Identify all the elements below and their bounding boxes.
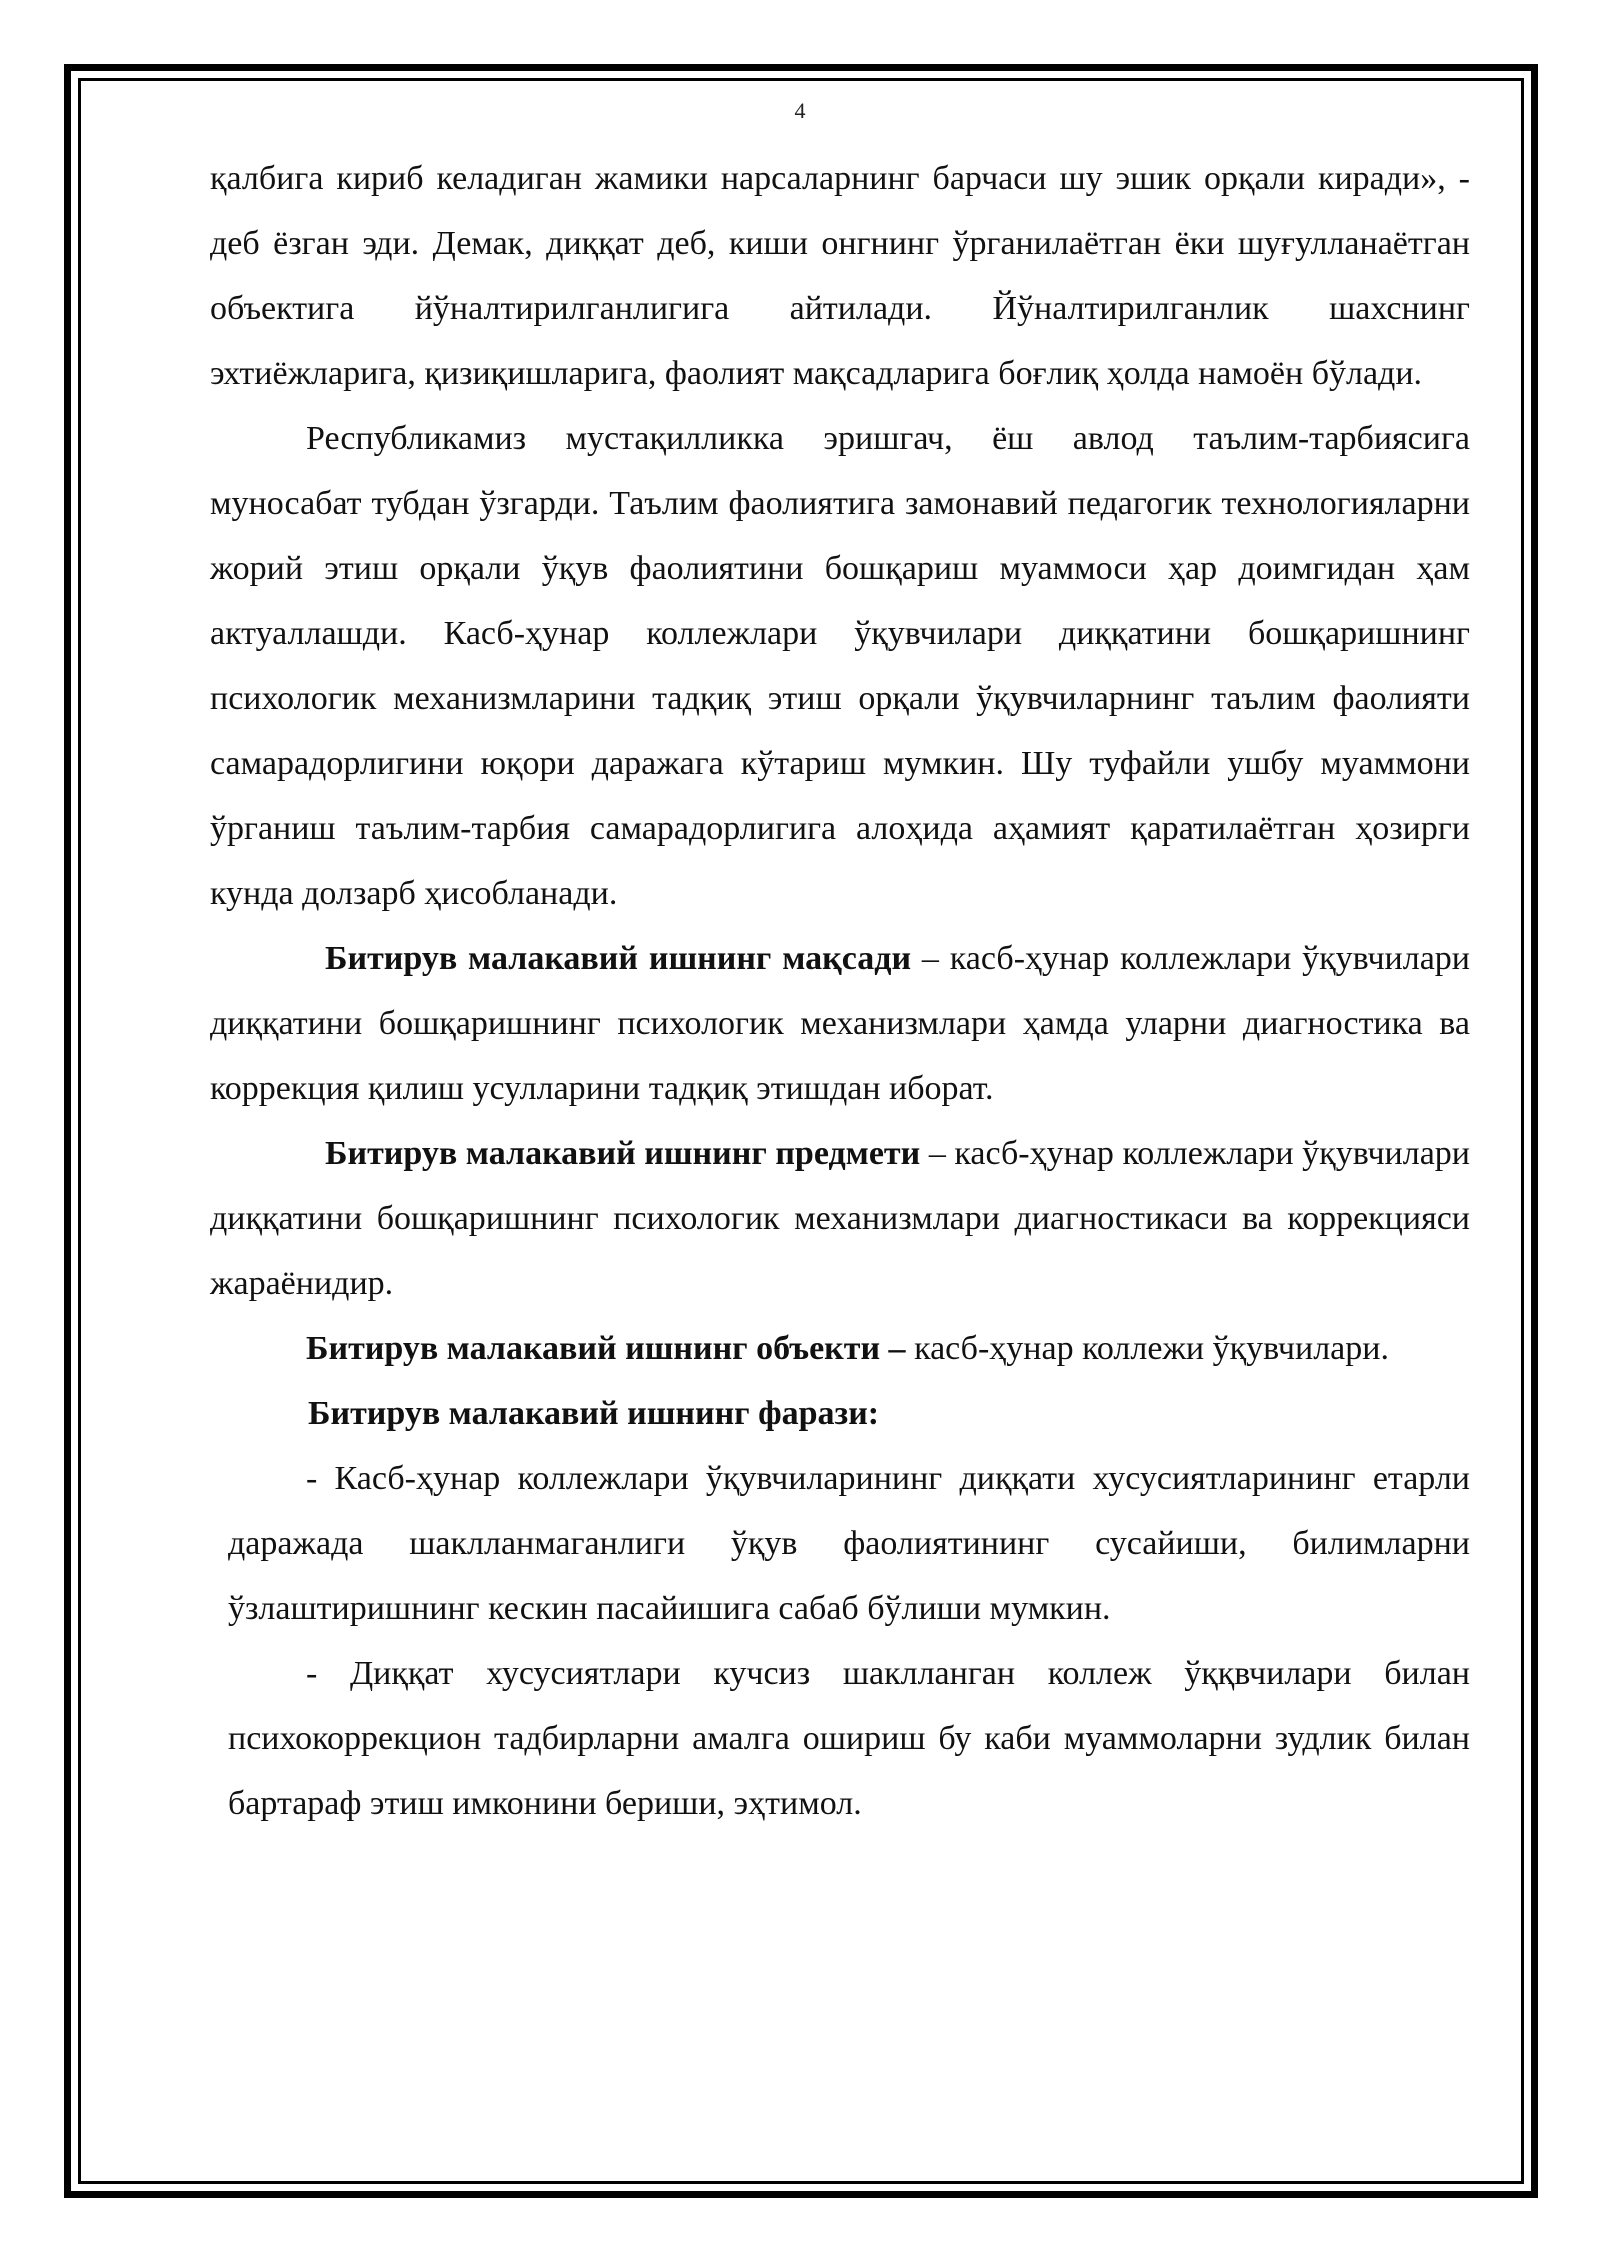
subject-text: – касб-ҳунар коллежлари ўқувчилари диққатини бошқаришнинг психологик механизмлари диагностикаси ва коррекцияси жараёнидир.	[210, 1135, 1471, 1302]
body-text	[210, 146, 1470, 1836]
hypothesis-item: - Диққат хусусиятлари кучсиз шаклланган коллеж ўққвчилари билан психокоррекцион тадбирларни амалга ошириш бу каби муаммоларни зудлик билан бартараф этиш имконини бериши, эҳтимол.	[228, 1655, 1470, 1822]
goal-text: – касб-ҳунар коллежлари ўқувчилари диққатини бошқаришнинг психологик механизмлари ҳамда уларни диагностика ва коррекция қилиш усулларини тадқиқ этишдан иборат.	[210, 940, 1470, 1107]
paragraph-subject	[210, 1121, 1470, 1316]
paragraph-relevance: Республикамиз мустақилликка эришгач, ёш авлод таълим-тарбиясига муносабат тубдан ўзгарди. Таълим фаолиятига замонавий педагогик технологияларни жорий этиш орқали ўқув фаолиятини бошқариш муаммоси ҳар доимгидан ҳам актуаллашди. Касб-ҳунар коллежлари ўқувчилари диққатини бошқаришнинг психологик механизмларини тадқиқ этиш орқали ўқувчиларнинг таълим фаолияти самарадорлигини юқори даражага кўтариш мумкин. Шу туфайли ушбу муаммони ўрганиш таълим-тарбия самарадорлигига алоҳида аҳамият қаратилаётган ҳозирги кунда долзарб ҳисобланади.	[210, 420, 1470, 912]
object-text: касб-ҳунар коллежи ўқувчилари.	[905, 1330, 1389, 1367]
page-number: 4	[794, 98, 806, 123]
paragraph-object	[228, 1316, 1470, 1381]
paragraph-attention-definition: қалбига кириб келадиган жамики нарсаларнинг барчаси шу эшик орқали киради», - деб ёзган эди. Демак, диққат деб, киши онгнинг ўрганилаётган ёки шуғулланаётган объектига йўналтирилганлигига айтилади. Йўналтирилганлик шахснинг эхтиёжларига, қизиқишларига, фаолият мақсадларига боғлиқ ҳолда намоён бўлади.	[210, 160, 1470, 392]
hypothesis-term: Битирув малакавий ишнинг фарази:	[308, 1395, 880, 1432]
paragraph-goal	[210, 926, 1470, 1121]
subject-term: Битирув малакавий ишнинг предмети	[325, 1135, 921, 1172]
object-term: Битирув малакавий ишнинг объекти –	[306, 1330, 906, 1367]
hypothesis-list	[210, 1446, 1470, 1836]
hypothesis-heading	[210, 1381, 1470, 1446]
object-block	[210, 1316, 1470, 1381]
hypothesis-item: - Касб-ҳунар коллежлари ўқувчиларининг диққати хусусиятларининг етарли даражада шаклланмаганлиги ўқув фаолиятининг сусайиши, билимларни ўзлаштиришнинг кескин пасайишига сабаб бўлиши мумкин.	[228, 1460, 1470, 1627]
goal-term: Битирув малакавий ишнинг мақсади	[325, 940, 912, 977]
